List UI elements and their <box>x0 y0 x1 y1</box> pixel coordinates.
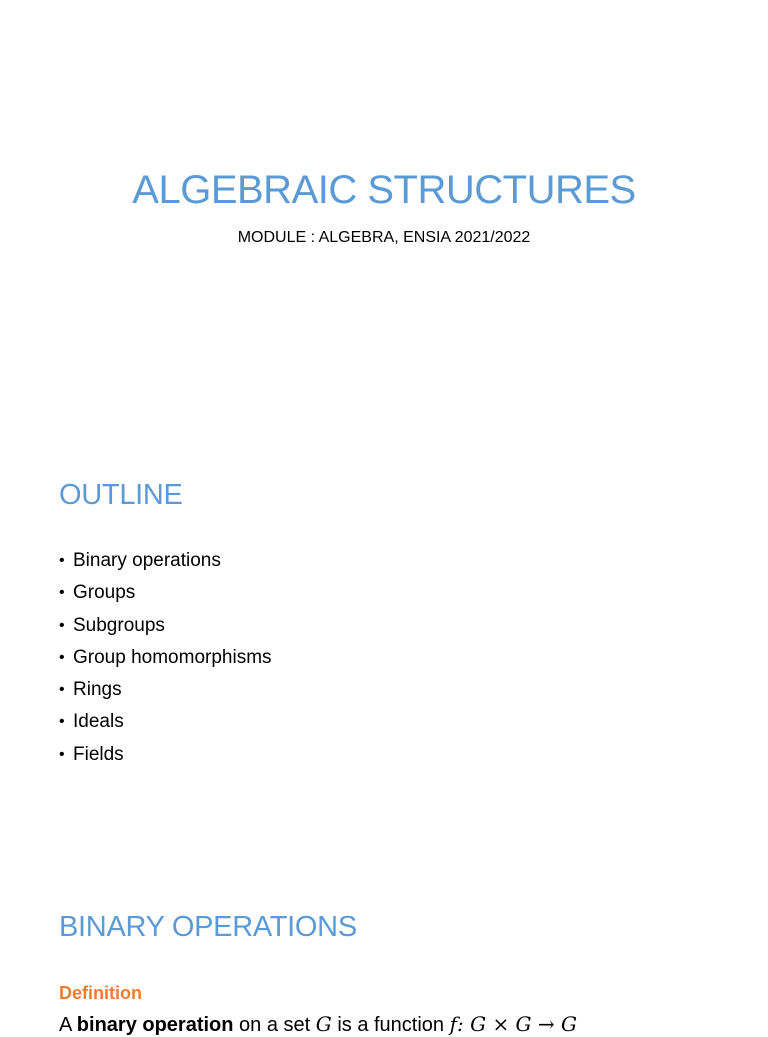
bullet-icon: • <box>59 616 65 634</box>
definition-prefix: A <box>59 1014 77 1036</box>
list-item <box>59 677 272 709</box>
outline-list <box>59 548 272 774</box>
presentation-title: ALGEBRAIC STRUCTURES <box>132 168 636 212</box>
list-item-label: Binary operations <box>73 550 221 571</box>
slide-binary-operations <box>0 864 768 1036</box>
slide-title <box>0 0 768 432</box>
list-item <box>59 613 272 645</box>
bullet-icon: • <box>59 648 65 666</box>
list-item-label: Rings <box>73 679 122 701</box>
definition-suffix: is a function <box>331 1014 450 1036</box>
list-item <box>59 580 272 612</box>
definition-term: binary operation <box>76 1014 234 1036</box>
bullet-icon: • <box>59 584 65 602</box>
slide-outline <box>0 432 768 864</box>
definition-set: G <box>315 1012 332 1036</box>
list-item-label: Subgroups <box>73 614 165 636</box>
presentation-subtitle: MODULE : ALGEBRA, ENSIA 2021/2022 <box>237 229 531 246</box>
list-item <box>59 742 272 774</box>
bullet-icon: • <box>59 681 65 699</box>
definition-label: Definition <box>59 983 142 1003</box>
list-item <box>59 548 272 580</box>
binary-operations-title: BINARY OPERATIONS <box>59 911 357 943</box>
list-item-label: Groups <box>73 582 136 604</box>
list-item-label: Ideals <box>73 711 124 733</box>
list-item <box>59 645 272 677</box>
definition-mid: on a set <box>233 1014 316 1036</box>
bullet-icon: • <box>59 713 65 731</box>
definition-text <box>59 1012 577 1037</box>
list-item <box>59 709 272 741</box>
bullet-icon: • <box>59 552 65 569</box>
outline-title: OUTLINE <box>59 479 183 511</box>
bullet-icon: • <box>59 745 65 763</box>
definition-formula: f: G × G → G <box>449 1012 577 1036</box>
list-item-label: Group homomorphisms <box>73 646 272 668</box>
list-item-label: Fields <box>73 743 124 765</box>
